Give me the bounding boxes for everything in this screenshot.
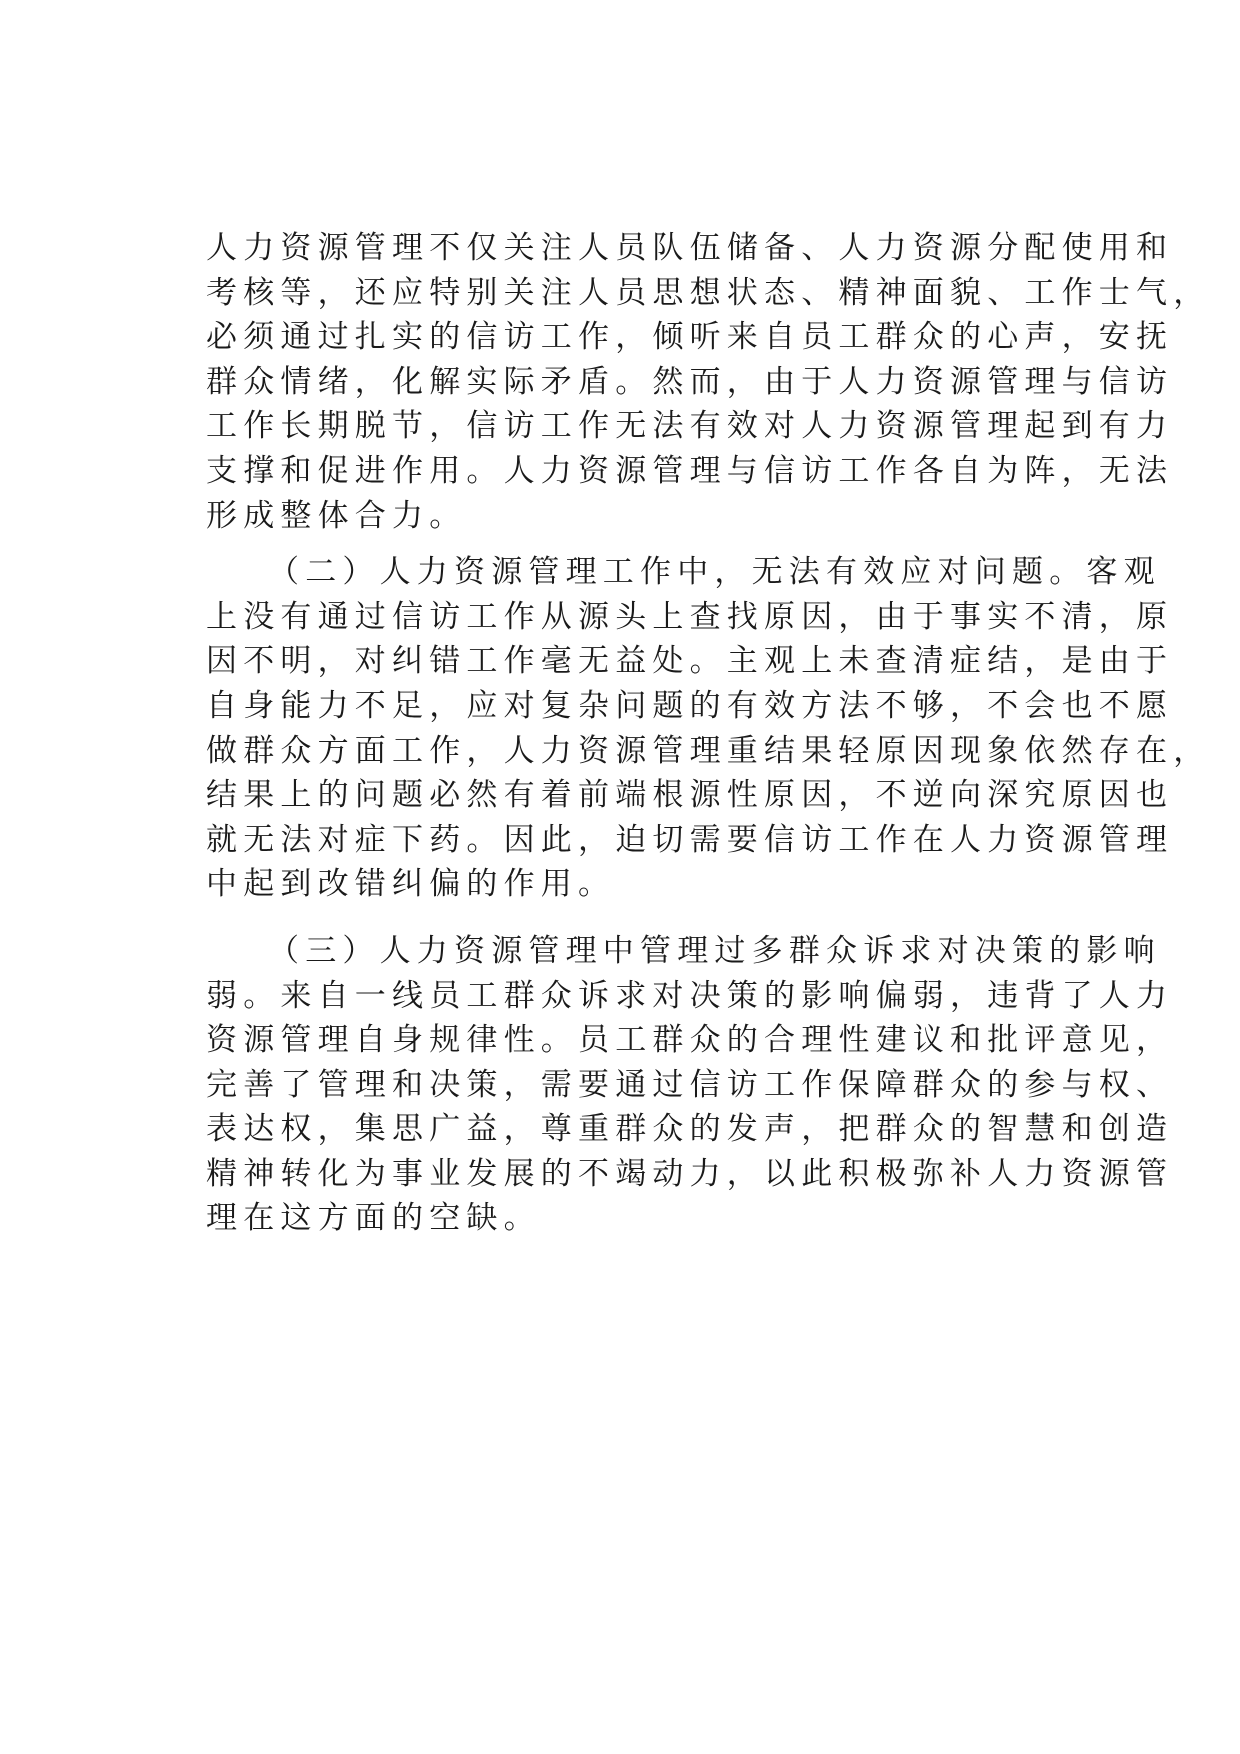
text-line: 做群众方面工作，人力资源管理重结果轻原因现象依然存在， — [206, 732, 1211, 769]
text-line: 必须通过扎实的信访工作，倾听来自员工群众的心声，安抚 — [206, 319, 1174, 356]
text-line: 资源管理自身规律性。员工群众的合理性建议和批评意见， — [206, 1022, 1174, 1059]
text-line: 形成整体合力。 — [206, 497, 467, 534]
text-line: 就无法对症下药。因此，迫切需要信访工作在人力资源管理 — [206, 821, 1174, 858]
text-line: （二）人力资源管理工作中，无法有效应对问题。客观 — [268, 554, 1161, 591]
text-line: 群众情绪，化解实际矛盾。然而，由于人力资源管理与信访 — [206, 363, 1174, 400]
text-line: 上没有通过信访工作从源头上查找原因，由于事实不清，原 — [206, 598, 1174, 635]
text-line: 人力资源管理不仅关注人员队伍储备、人力资源分配使用和 — [206, 230, 1174, 266]
text-line: 因不明，对纠错工作毫无益处。主观上未查清症结，是由于 — [206, 643, 1174, 680]
paragraph-section-two — [206, 550, 1211, 907]
text-line: 结果上的问题必然有着前端根源性原因，不逆向深究原因也 — [206, 777, 1174, 814]
text-line: 自身能力不足，应对复杂问题的有效方法不够，不会也不愿 — [206, 687, 1174, 724]
text-line: 精神转化为事业发展的不竭动力，以此积极弥补人力资源管 — [206, 1155, 1174, 1192]
text-line: 表达权，集思广益，尊重群众的发声，把群众的智慧和创造 — [206, 1111, 1174, 1148]
text-line: （三）人力资源管理中管理过多群众诉求对决策的影响 — [268, 932, 1161, 969]
text-line: 完善了管理和决策，需要通过信访工作保障群众的参与权、 — [206, 1066, 1174, 1103]
text-line: 考核等，还应特别关注人员思想状态、精神面貌、工作士气， — [206, 274, 1211, 311]
text-line: 支撑和促进作用。人力资源管理与信访工作各自为阵，无法 — [206, 452, 1174, 489]
text-line: 弱。来自一线员工群众诉求对决策的影响偏弱，违背了人力 — [206, 977, 1174, 1014]
paragraph-section-three — [206, 929, 1174, 1241]
text-line: 工作长期脱节，信访工作无法有效对人力资源管理起到有力 — [206, 408, 1174, 445]
text-line: 理在这方面的空缺。 — [206, 1200, 541, 1237]
text-line: 中起到改错纠偏的作用。 — [206, 866, 616, 903]
document-page — [206, 226, 1211, 1241]
paragraph-intro — [206, 226, 1211, 538]
